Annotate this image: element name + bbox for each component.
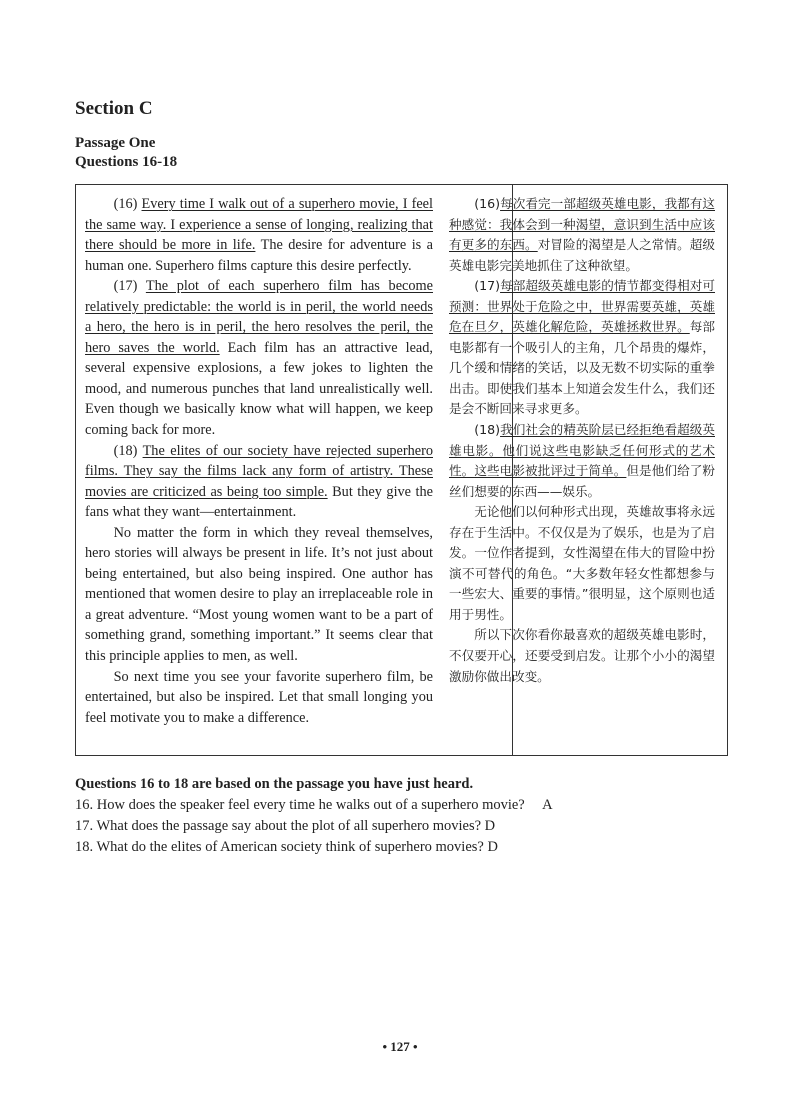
questions-heading: Questions 16 to 18 are based on the passage you have just heard. [75,776,474,792]
paragraph-text: The desire for adventure is a human one. Superhero films capture this desire perfectly. [85,237,433,274]
question-17: 17. What does the passage say about the plot of all superhero movies? D [75,818,496,834]
chinese-paragraph-18 [449,420,715,502]
paragraph-number: (18) [474,422,501,438]
english-paragraph-17 [85,276,433,440]
english-paragraph-18 [85,441,433,523]
chinese-column [449,194,715,687]
english-paragraph-16 [85,194,433,276]
english-paragraph-5: So next time you see your favorite superhero film, be entertained, but also be inspired. Let that small longing you feel motivate you to make a difference. [85,668,433,726]
paragraph-text: Each film has an attractive lead, several expensive explosions, a few jokes to lighten the mood, and numerous punches that land unrealistically well. Even though we basically know what will happen, we keep coming back for more. [85,339,433,439]
underlined-answer-text: Every time I walk out of a superhero movie, I feel the same way. I experience a sense of longing, realizing that there should be more in life. [85,196,433,254]
paragraph-text: 但是他们给了粉丝们想要的东西——娱乐。 [449,463,716,499]
passage-title: Passage One [75,135,156,151]
chinese-paragraph-17 [449,276,715,420]
section-title: Section C [75,98,153,119]
paragraph-number: (16) [474,196,501,211]
paragraph-number: (16) [113,196,142,212]
page-number: • 127 • [382,1039,418,1054]
chinese-paragraph-4: 无论他们以何种形式出现，英雄故事将永远存在于生活中。不仅仅是为了娱乐，也是为了启发。一位作者提到，女性渴望在伟大的冒险中扮演不可替代的角色。“大多数年轻女性都想参与一些宏大、重要的事情。”很明显，这个原则也适用于男性。 [449,504,715,622]
underlined-answer-text: 每部超级英雄电影的情节都变得相对可预测：世界处于危险之中，世界需要英雄，英雄危在旦夕，英雄化解危险，英雄拯救世界。 [449,278,715,335]
paragraph-number: (18) [113,442,143,459]
underlined-answer-text: 每次看完一部超级英雄电影，我都有这种感觉：我体会到一种渴望，意识到生活中应该有更多的东西。 [449,196,715,253]
bilingual-transcript-table [75,184,728,756]
paragraph-number: (17) [474,278,501,294]
question-16: 16. How does the speaker feel every time he walks out of a superhero movie? A [75,797,553,813]
paragraph-text: 每部电影都有一个吸引人的主角，几个昂贵的爆炸，几个缓和情绪的笑话，以及无数不切实际的重拳出击。即使我们基本上知道会发生什么，我们还是会不断回来寻求更多。 [449,319,716,417]
underlined-answer-text: The plot of each superhero film has become relatively predictable: the world is in peril, the world needs a hero, the hero is in peril, the hero resolves the peril, the hero saves the world. [85,278,433,356]
question-18: 18. What do the elites of American society think of superhero movies? D [75,839,498,855]
questions-range: Questions 16-18 [75,154,178,170]
underlined-answer-text: The elites of our society have rejected superhero films. They say the films lack any form of artistry. These movies are criticized as being too simple. [85,442,433,500]
paragraph-number: (17) [113,278,146,295]
english-column [85,194,433,728]
paragraph-text: But they give the fans what they want—entertainment. [85,483,434,521]
chinese-paragraph-16 [449,194,715,276]
underlined-answer-text: 我们社会的精英阶层已经拒绝看超级英雄电影。他们说这些电影缺乏任何形式的艺术性。这些电影被批评过于简单。 [449,422,715,479]
paragraph-text: 对冒险的渴望是人之常情。超级英雄电影完美地抓住了这种欲望。 [449,237,716,273]
english-paragraph-4: No matter the form in which they reveal themselves, hero stories will always be present in life. It’s not just about being entertained, but also being inspired. One author has mentioned that women desire to play an irreplaceable role in a great adventure. “Most young women want to be a part of something grand, something important.” It seems clear that this principle applies to men, as well. [85,524,433,665]
chinese-paragraph-5: 所以下次你看你最喜欢的超级英雄电影时，不仅要开心，还要受到启发。让那个小小的渴望激励你做出改变。 [449,627,715,684]
